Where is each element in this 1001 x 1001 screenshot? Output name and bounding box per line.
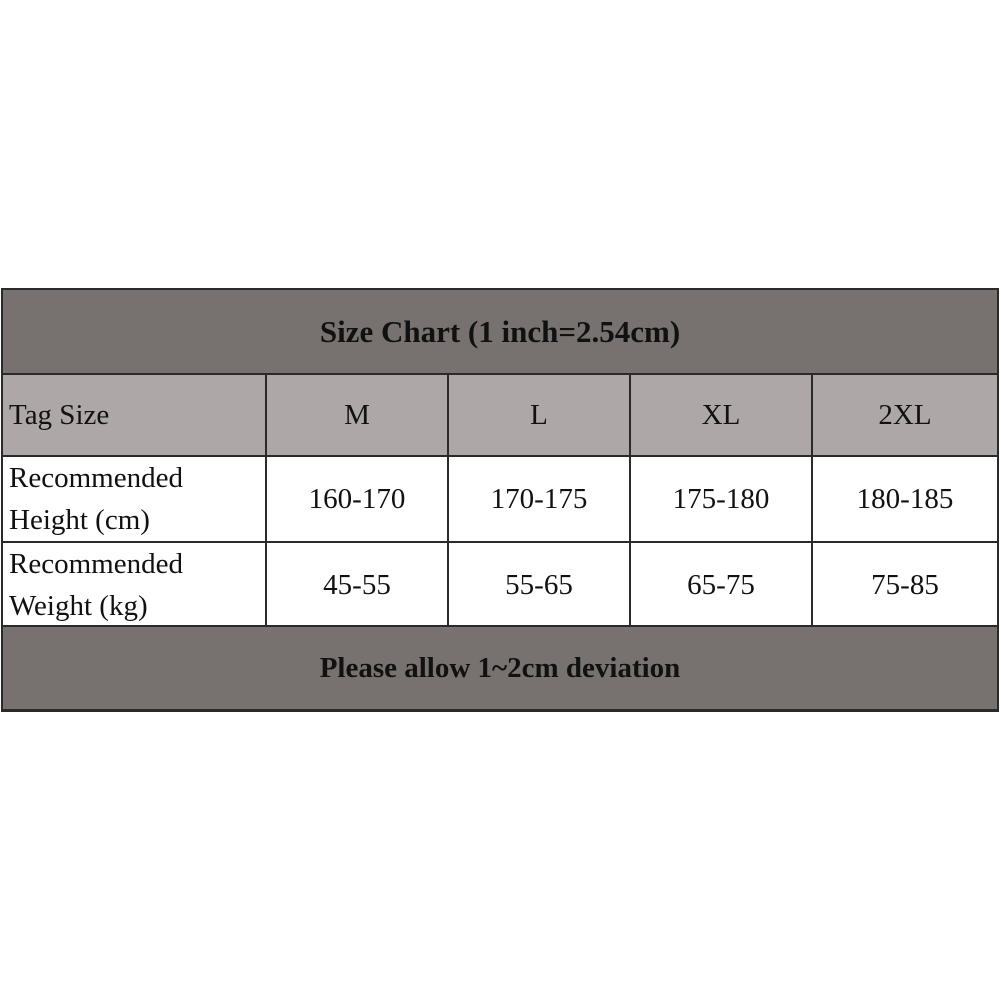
table-row-height [3, 456, 997, 542]
size-chart [1, 288, 999, 712]
weight-value-l: 55-65 [448, 542, 630, 628]
table-header-row [3, 375, 997, 456]
height-value-m: 160-170 [266, 456, 448, 542]
size-table [3, 375, 997, 629]
height-value-xl: 175-180 [630, 456, 812, 542]
weight-value-2xl: 75-85 [812, 542, 997, 628]
height-value-2xl: 180-185 [812, 456, 997, 542]
chart-title: Size Chart (1 inch=2.54cm) [3, 290, 997, 375]
header-size-2xl: 2XL [812, 375, 997, 456]
height-value-l: 170-175 [448, 456, 630, 542]
row-label-weight: Recommended Weight (kg) [3, 542, 266, 628]
header-label-tag-size: Tag Size [3, 375, 266, 456]
weight-value-m: 45-55 [266, 542, 448, 628]
table-row-weight [3, 542, 997, 628]
weight-value-xl: 65-75 [630, 542, 812, 628]
deviation-note: Please allow 1~2cm deviation [3, 625, 997, 709]
header-size-xl: XL [630, 375, 812, 456]
header-size-l: L [448, 375, 630, 456]
header-size-m: M [266, 375, 448, 456]
row-label-height: Recommended Height (cm) [3, 456, 266, 542]
